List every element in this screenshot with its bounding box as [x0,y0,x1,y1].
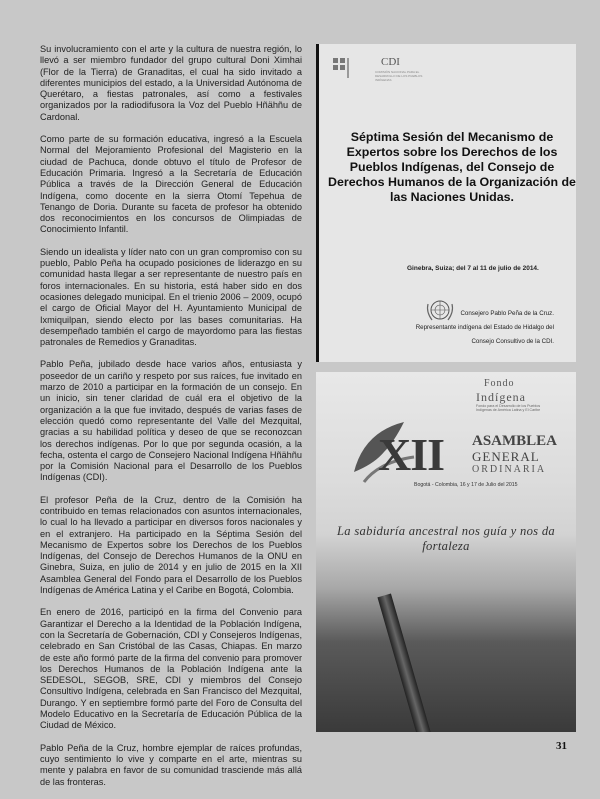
page-number: 31 [556,740,567,752]
signature-line: Consejero Pablo Peña de la Cruz. [460,310,554,317]
paragraph: Pablo Peña de la Cruz, hombre ejemplar de raíces profundas, cuyo sentimiento lo vive y comparte en el arte, mientras su mente y palabra en favor de su comunidad trasciende más allá de las fronteras. [40,742,302,787]
paragraph: Siendo un idealista y líder nato con un gran compromiso con su pueblo, Pablo Peña ha ocupado posiciones de liderazgo en su comunidad hasta llegar a ser representante de nuestro país en foros internacionales. En su historia, está haber sido en dos ocasiones delegado municipal. En el trienio 2006 – 2009, ocupó el cargo de Oficial Mayor del H. Ayuntamiento Municipal de Ixmiquilpan, siendo electo por las bases comunitarias. Ha desempeñado también el cargo de mayordomo para las fiestas patronales de Remedios y Granaditas. [40,246,302,348]
signature-line: Representante indígena del Estado de Hidalgo del [415,324,554,331]
cdi-logo-icon [333,56,373,85]
ceremonial-staff-icon [377,594,440,732]
assembly-numeral: XII [378,429,445,480]
fondo-logo-subtext: Fondo para el Desarrollo de los Pueblos Indígenas de América Latina y El Caribe [476,404,541,413]
paragraph: Como parte de su formación educativa, ingresó a la Escuela Normal del Mejoramiento Profesional del Magisterio en la ciudad de Pachuca, donde obtuvo el título de Profesor de Educación Primaria. Ingresó a la Secretaría de Educación Pública a través de la Dirección General de Educación Indígena, como docente en la sierra Otomí Tepehua de Tenango de Doria. Durante su faceta de profesor ha obtenido dos reconocimientos en los concursos de Olimpiadas de Conocimiento Infantil. [40,134,302,235]
paragraph: En enero de 2016, participó en la firma del Convenio para Garantizar el Derecho a la Identidad de la Población Indígena, con la Secretaría de Gobernación, CDI y Consejeros Indígenas, celebrado en San Cristóbal de las Casas, Chiapas. En marzo de este año formó parte de la firma del convenio para promover los Derechos Humanos de la Población Indígena ante la SEDESOL, SEGOB, SRE, CDI y miembros del Consejo Consultivo Indígena, celebrada en San Francisco del Mezquital, Durango. Y en septiembre formó parte del Foro de Consulta del Modelo Educativo en la Secretaría de Educación Pública de la Ciudad de México. [40,607,302,731]
paragraph: El profesor Peña de la Cruz, dentro de la Comisión ha contribuido en temas relacionados con asuntos internacionales, lo cual lo ha llevado a participar en diversos foros nacionales y en el extranjero. Ha participado en la Séptima Sesión del Mecanismo de Expertos sobre los Derechos de los Pueblos Indígenas, del Consejo de Derechos Humanos de la ONU en Ginebra, Suiza, en julio de 2014 y en julio de 2015 en la XII Asamblea General del Fondo para el Desarrollo de los Pueblos Indígenas de América Latina y el Caribe en Bogotá, Colombia. [40,494,302,596]
assembly-title-line1: ASAMBLEA [472,433,558,449]
signature-line: Consejo Consultivo de la CDI. [471,338,554,345]
paragraph: Su involucramiento con el arte y la cultura de nuestra región, lo llevó a ser miembro fundador del grupo cultural Doni Ximhai (Flor de la Tierra) de Granaditas, el cual ha sido invitado a diferentes municipios del estado, a la Universidad Autónoma de Querétaro, a fiestas patronales, así como a festivales organizados por la radiodifusora la Voz del Pueblo Hñähñu de Cardonal. [40,44,302,122]
assembly-title-line2: GENERAL [472,449,540,464]
article-text-column [40,44,302,799]
certificate-title: Séptima Sesión del Mecanismo de Expertos sobre los Derechos de los Pueblos Indígenas, del Consejo de Derechos Humanos de la Organización de las Naciones Unidas. [328,130,576,204]
poster-motto: La sabiduría ancestral nos guía y nos da fortaleza [336,524,556,553]
assembly-title-line3: ORDINARIA [472,464,547,475]
fondo-indigena-poster-photo [316,372,576,732]
cdi-logo-subtext: COMISIÓN NACIONAL PARA EL DESARROLLO DE LOS PUEBLOS INDÍGENAS [375,70,423,82]
fondo-logo-line1: Fondo [484,378,515,389]
cdi-certificate-photo [316,44,576,362]
assembly-dates: Bogotá - Colombia, 16 y 17 de Julio del 2015 [414,482,518,488]
cdi-logo-text: CDI [381,56,400,68]
certificate-location-date: Ginebra, Suiza; del 7 al 11 de julio de 2014. [407,265,539,272]
paragraph: Pablo Peña, jubilado desde hace varios años, entusiasta y poseedor de un cariño y respeto por sus raíces, fue invitado en marzo de 2010 a participar en la formación de un consejo. En un inicio, sin tener claridad de cuál era el objetivo de la organización a la que fue invitado, después de varias fases de elección quedó como representante del Valle del Mezquital, gracias a su habilidad política y deseo de que se reconozcan los derechos indígenas. Por lo que por segunda ocasión, a la fecha, ostenta el cargo de Consejero Nacional Indígena Hñähñu por la Comisión Nacional para el Desarrollo de los Pueblos Indígenas (CDI). [40,359,302,483]
fondo-logo-line2: Indígena [476,390,526,404]
